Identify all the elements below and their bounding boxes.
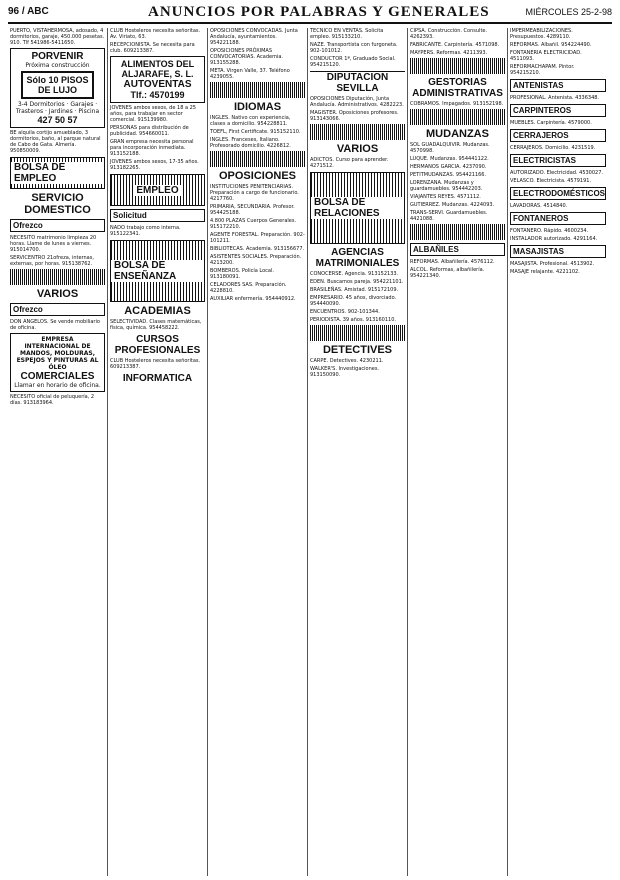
banner-bolsa-relaciones: BOLSA DE RELACIONES [310,172,405,244]
list-item: FONTANERO. Rápido. 4600234. [510,228,589,234]
ad-box-alimentos [110,56,205,103]
box2-tail: Llamar en horario de oficina. [14,382,101,389]
banner-bolsa-empleo: BOLSA DE EMPLEO [10,157,105,189]
list-item: OPOSICIONES Diputación, Junta Andalucía. Administrativos. 4282223. [310,96,404,108]
list-item: COBRAMOS. Impagados. 913152198. [410,101,504,107]
list-item: REFORMACHAPAM. Pintor. 954215210. [510,64,575,76]
list-item: REFORMAS. Albañilería. 4576112. [410,259,495,265]
list-item: AUXILIAR enfermería. 954440912. [210,296,296,302]
decor-bar [410,224,505,240]
decor-bar [310,325,405,341]
list-item: GUTIERREZ. Mudanzas. 4224093. [410,202,495,208]
list-item: FONTANERIA ELECTRICIDAD. 4511093. [510,50,582,62]
section-servicio-domestico: SERVICIO DOMESTICO [24,192,91,216]
list-item: CONDUCTOR 1ª, Graduado Social. 954215120. [310,56,396,68]
list-item: HERMANOS GARCIA. 4237090. [410,164,487,170]
column-2 [108,28,208,876]
box-brand: PORVENIR [31,51,84,62]
list-item: JOVENES ambos sexos, 17-35 años. 913182265. [110,159,199,171]
subsection-masajistas: MASAJISTAS [510,245,606,258]
list-item: MASAJE relajante. 4221102. [510,269,580,275]
list-item: EDEN. Buscamos pareja. 954221101. [310,279,404,285]
section-gestorias: GESTORIAS ADMINISTRATIVAS [412,77,503,99]
page-number: 96 / ABC [8,6,49,17]
list-item: INSTITUCIONES PENITENCIARIAS. Preparación a cargo de funcionario. 4217760. [210,184,299,202]
list-item: LAVADORAS. 4514840. [510,203,568,209]
section-diputacion: DIPUTACION SEVILLA [310,71,405,94]
list-item: BOMBEROS. Policía Local. 913180091. [210,268,274,280]
ad-box-porvenir [10,48,105,128]
section-detectives: DETECTIVES [322,344,393,356]
list-item: IMPERMEABILIZACIONES. Presupuestos. 4289110. [510,28,573,40]
decor-bar [410,58,505,74]
list-item: INGLES. Nativo con experiencia, clases a domicilio. 954228811. [210,115,291,127]
section-varios: VARIOS [336,143,379,155]
banner-bolsa-ensenanza: BOLSA DE ENSEÑANZA [110,240,205,302]
list-item: INSTALADOR autorizado. 4291164. [510,236,598,242]
list-item: ASISTENTES SOCIALES. Preparación. 4213200. [210,254,302,266]
box-big: Sólo 10 PISOS DE LUJO [21,71,94,99]
list-item: META. Virgen Valle, 37. Teléfono 4239055. [210,68,290,80]
list-item: LUQUE. Mudanzas. 954441122. [410,156,489,162]
box-sub: Próxima construcción [25,62,90,69]
classified-columns [8,28,612,876]
box-phone: Tlf.: 4570199 [130,90,185,100]
list-item: BIBLIOTECAS. Academia. 913156677. [210,246,305,252]
list-item: TECNICO EN VENTAS. Solicita empleo. 915133210. [310,28,384,40]
list-item: CERRAJEROS. Domicilio. 4231519. [510,145,596,151]
section-informatica: INFORMATICA [122,373,193,384]
section-varios: VARIOS [36,288,79,300]
decor-bar [210,151,305,167]
column-5 [408,28,508,876]
list-item: ADICTOS. Curso para aprender. 4271512. [310,157,389,169]
column-4 [308,28,408,876]
page-header [8,6,612,24]
decor-bar [410,109,505,125]
list-item: PRIMARIA, SECUNDARIA. Profesor. 954425188. [210,204,295,216]
list-item: EMPRESARIO. 45 años, divorciado. 954440090. [310,295,397,307]
list-item: CELADORES SAS. Preparación. 4228810. [210,282,287,294]
list-item: WALKER'S. Investigaciones. 913150090. [310,366,380,378]
list-item: GRAN empresa necesita personal para incorporación inmediata. 913152188. [110,139,194,157]
section-idiomas: IDIOMAS [233,101,282,113]
list-item: BE alquila cortijo amueblado, 3 dormitorios, baño, al parque natural de Cabo de Gata. Almería. 950850009. [10,130,101,154]
section-cursos: CURSOS PROFESIONALES [114,334,201,356]
list-item: PETITMUDANZAS. 954421166. [410,172,487,178]
list-item: OPOSICIONES PRÓXIMAS CONVOCATORIAS. Academia. 913155288. [210,48,283,66]
list-item: TRANS-SERVI. Guardamuebles. 4421088. [410,210,488,222]
subsection-ofrezco-2: Ofrezco [10,303,105,316]
decor-bar [10,269,105,285]
list-item: CLUB Hosteleros necesita señoritas. 609213387. [110,358,201,370]
subsection-antenistas: ANTENISTAS [510,79,606,92]
list-item: PERIODISTA. 39 años. 913160110. [310,317,396,323]
section-academias: ACADEMIAS [124,305,191,317]
subsection-ofrezco: Ofrezco [10,219,105,232]
subsection-solicitud: Solicitud [110,209,205,222]
decor-bar [310,124,405,140]
list-item: SERVICENTRO 21ofreza, internas, externas, por horas. 915138762. [10,255,94,267]
list-item: AUTORIZADO. Electricidad. 4530027. [510,170,603,176]
list-item: CIPSA. Construcción. Consulte. 4262393. [410,28,488,40]
list-item: NAZE. Transportista con furgoneta. 902-101012. [310,42,398,54]
list-item: TOEFL, First Certificate. 915152110. [210,129,301,135]
list-item: PERSONAS para distribución de publicidad. 954660011. [110,125,189,137]
list-item: LORENZANA. Mudanzas y guardamuebles. 954442203. [410,180,483,192]
ad-box-empresa [10,333,105,392]
list-item: MUEBLES. Carpintería. 4579000. [510,120,592,126]
list-item: PROFESIONAL. Antenista. 4336348. [510,95,600,101]
subsection-albaniles: ALBAÑILES [410,243,505,256]
list-item: NECESITO oficial de peluquería, 2 días. 913183964. [10,394,95,406]
list-item: SOL GUADALQUIVIR. Mudanzas. 4570998. [410,142,490,154]
list-item: NADO trabajo como interna. 915122341. [110,225,181,237]
list-item: CONOCERSE. Agencia. 913152133. [310,271,399,277]
section-mudanzas: MUDANZAS [426,128,489,140]
list-item: OPOSICIONES CONVOCADAS. Junta Andalucía, ayuntamientos. 954221188. [210,28,298,46]
list-item: ALCOL. Reformas, albañilería. 954221340. [410,267,485,279]
list-item: SELECTIVIDAD. Clases matemáticas, física, química. 954458222. [110,319,202,331]
subsection-electrodomesticos: ELECTRODOMÉSTICOS [510,187,606,200]
column-1 [8,28,108,876]
box-mid: AUTOVENTAS [123,79,192,90]
list-item: DON ANGELOS. Se vende mobiliario de oficina. [10,319,100,331]
list-item: NECESITO matrimonio limpieza 20 horas. Llame de lunes a viernes. 915014700. [10,235,97,253]
list-item: VIAJANTES REYES. 4571112. [410,194,481,200]
decor-bar [210,82,305,98]
banner-empleo: EMPLEO [110,174,205,206]
list-item: JOVENES ambos sexos, de 18 a 25 años, para trabajar en sector comercial. 915139980. [110,105,196,123]
subsection-cerrajeros: CERRAJEROS [510,129,606,142]
list-item: PUERTO, VISTAHERMOSA, adosado, 4 dormitorios, garaje, 450.000 pesetas. 910. Tlf 541986-5411650. [10,28,105,46]
box2-mid: COMERCIALES [20,371,95,382]
box-phone: 427 50 57 [37,115,78,125]
list-item: MASAJISTA. Profesional. 4513902. [510,261,595,267]
list-item: BRASILEÑAS. Amistad. 915172109. [310,287,399,293]
box-features: 3-4 Dormitorios · Garajes · Trasteros · Jardines · Piscina [15,101,100,115]
list-item: CARPE. Detectives. 4230211. [310,358,384,364]
page-date: MIÉRCOLES 25-2-98 [525,7,612,17]
list-item: MAYPERS. Reformas. 4211393. [410,50,488,56]
section-oposiciones: OPOSICIONES [218,170,297,182]
column-3 [208,28,308,876]
box-head: ALIMENTOS DEL ALJARAFE, S. L. [120,59,195,79]
list-item: 4.800 PLAZAS Cuerpos Generales. 915172210. [210,218,297,230]
list-item: MAGISTER. Oposiciones profesores. 913143066. [310,110,399,122]
subsection-carpinteros: CARPINTEROS [510,104,606,117]
page-title: ANUNCIOS POR PALABRAS Y GENERALES [148,4,490,20]
subsection-fontaneros: FONTANEROS [510,212,606,225]
list-item: INGLES. Franceses, Italiano. Profesorado domicilio. 4226812. [210,137,291,149]
column-6 [508,28,608,876]
list-item: RECEPCIONISTA. Se necesita para club. 609213387. [110,42,195,54]
section-agencias: AGENCIAS MATRIMONIALES [315,247,400,269]
list-item: CLUB Hosteleros necesita señoritas. Av. Viriato, 63. [110,28,201,40]
list-item: FABRICANTE. Carpintería. 4571098. [410,42,500,48]
list-item: AGENTE FORESTAL. Preparación. 902-101211. [210,232,305,244]
list-item: VELASCO. Electricista. 4579191. [510,178,592,184]
list-item: REFORMAS. Albañil. 954224490. [510,42,592,48]
list-item: ENCUENTROS. 902-101344. [310,309,380,315]
box2-head: EMPRESA INTERNACIONAL DE MANDOS, MOLDURAS, ESPEJOS Y PINTURAS AL ÓLEO [16,336,99,371]
subsection-electricistas: ELECTRICISTAS [510,154,606,167]
